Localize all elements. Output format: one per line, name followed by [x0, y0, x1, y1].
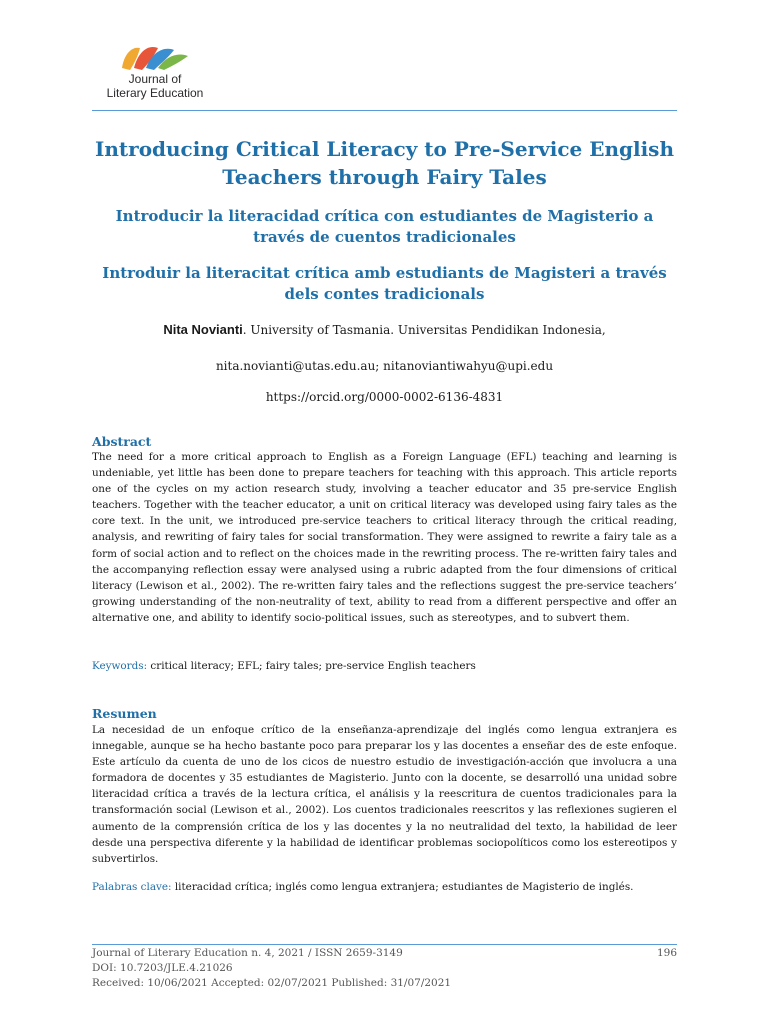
logo-line-1: Journal of: [128, 72, 182, 86]
article-title-spanish: Introducir la literacidad crítica con estudiantes de Magisterio a través de cuentos tradicionales: [115, 207, 654, 246]
palabras-clave-label: Palabras clave:: [92, 881, 172, 893]
abstract-heading: Abstract: [92, 434, 152, 449]
footer-dates: Received: 10/06/2021 Accepted: 02/07/2021 Published: 31/07/2021: [92, 977, 452, 989]
book-logo-icon: [100, 42, 210, 72]
journal-logo: [100, 42, 210, 100]
footer-doi[interactable]: DOI: 10.7203/JLE.4.21026: [92, 962, 233, 974]
footer-divider: [92, 944, 677, 945]
keywords: [92, 658, 677, 674]
journal-logo-text: [100, 72, 210, 100]
palabras-clave-list: literacidad crítica; inglés como lengua extranjera; estudiantes de Magisterio de inglés.: [171, 881, 634, 893]
author-name: Nita Novianti: [163, 322, 243, 337]
author-email[interactable]: nita.novianti@utas.edu.au; nitanoviantiwahyu@upi.edu: [215, 359, 554, 373]
article-title-catalan: Introduir la literacitat crítica amb estudiants de Magisteri a través dels contes tradicionals: [102, 264, 667, 303]
footer-journal-line: [92, 946, 677, 961]
author-affiliation: . University of Tasmania. Universitas Pendidikan Indonesia,: [242, 323, 606, 337]
author-line: [92, 322, 677, 338]
header-divider: [92, 110, 677, 111]
author-orcid-link[interactable]: https://orcid.org/0000-0002-6136-4831: [265, 390, 504, 404]
logo-line-2: Literary Education: [106, 86, 204, 100]
resumen-text: La necesidad de un enfoque crítico de la enseñanza-aprendizaje del inglés como lengua extranjera es innegable, aunque se ha hecho bastante poco para preparar los y las docentes a enseñar des de este enfoque. Este artículo da cuenta de uno de los cicos de nuestro estudio de investigación-acción que involucra a una formadora de docentes y 35 estudiantes de Magisterio. Junto con la docente, se desarrolló una unidad sobre literacidad crítica a través de la lectura crítica, el análisis y la reescritura de cuentos tradicionales para la transformación social (Lewison et al., 2002). Los cuentos tradicionales reescritos y las reflexiones sugieren el aumento de la comprensión crítica de los y las docentes y la no neutralidad del texto, la habilidad de leer desde una perspectiva diferente y la habilidad de identificar problemas sociopolíticos como los estereotipos y subvertirlos.: [92, 724, 677, 865]
footer-journal-info: Journal of Literary Education n. 4, 2021 / ISSN 2659-3149: [92, 947, 403, 959]
resumen-heading: Resumen: [92, 706, 157, 721]
keywords-label: Keywords:: [92, 660, 148, 672]
page-number: 196: [656, 947, 677, 959]
palabras-clave: [92, 879, 677, 895]
article-title: Introducing Critical Literacy to Pre-Service English Teachers through Fairy Tales: [95, 137, 674, 189]
keywords-list: critical literacy; EFL; fairy tales; pre-service English teachers: [147, 660, 476, 672]
abstract-text: The need for a more critical approach to English as a Foreign Language (EFL) teaching and learning is undeniable, yet little has been done to prepare teachers for teaching with this approach. This article reports one of the cycles on my action research study, involving a teacher educator and 35 pre-service English teachers. Together with the teacher educator, a unit on critical literacy was developed using fairy tales as the core text. In the unit, we introduced pre-service teachers to critical literacy through the critical reading, analysis, and rewriting of fairy tales for social transformation. They were assigned to rewrite a fairy tale as a form of social action and to reflect on the choices made in the rewriting process. The re-written fairy tales and the accompanying reflection essay were analysed using a rubric adapted from the four dimensions of critical literacy (Lewison et al., 2002). The re-written fairy tales and the reflections suggest the pre-service teachers’ growing understanding of the non-neutrality of text, ability to read from a different perspective and offer an alternative one, and ability to identify socio-political issues, such as stereotypes, and to subvert them.: [92, 451, 677, 624]
